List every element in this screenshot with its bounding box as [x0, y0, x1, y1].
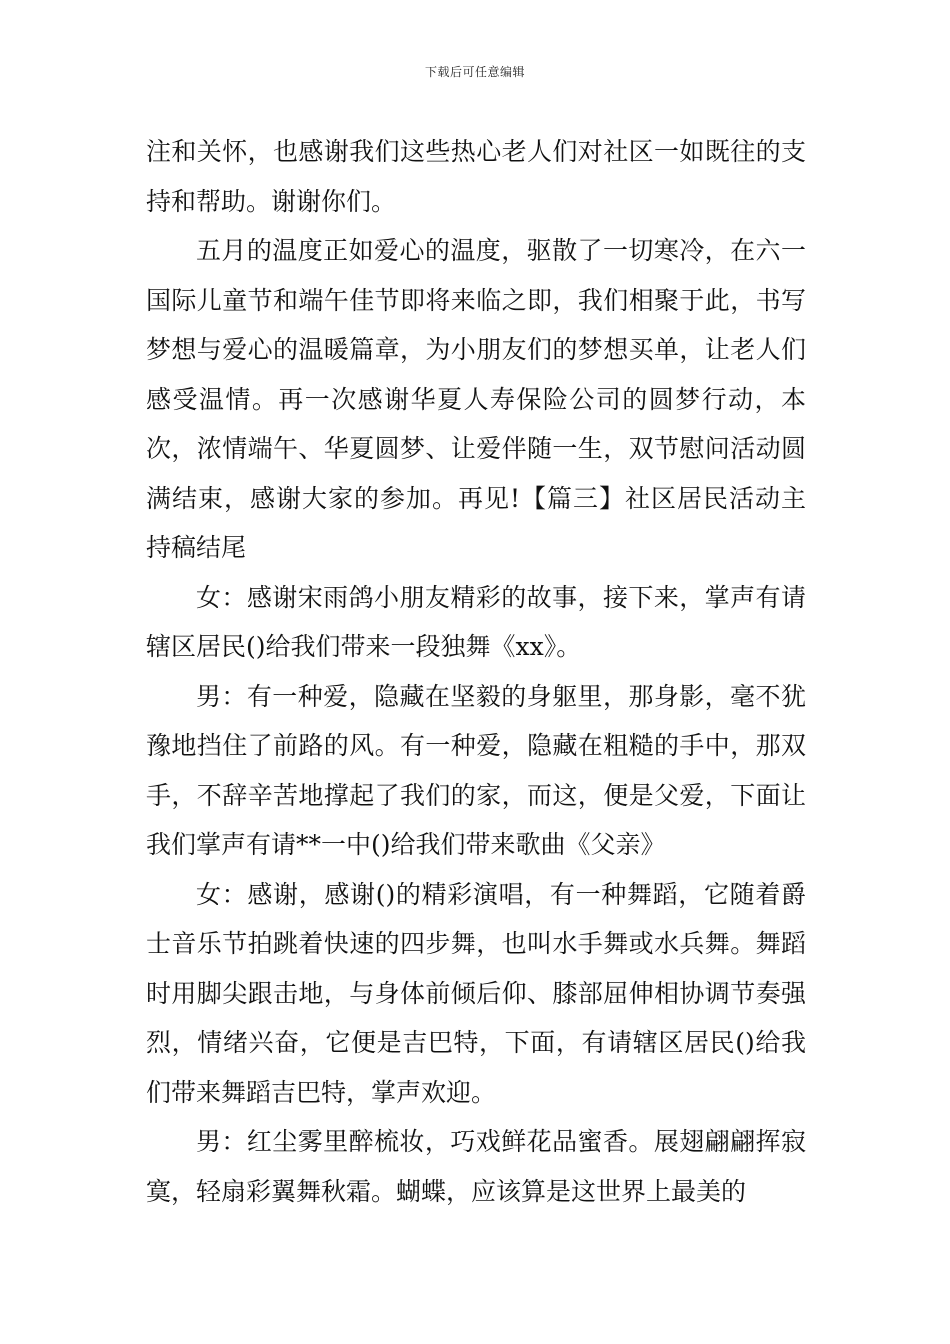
- paragraph-may-warmth: 五月的温度正如爱心的温度，驱散了一切寒冷，在六一国际儿童节和端午佳节即将来临之即，我们相聚于此，书写梦想与爱心的温暖篇章，为小朋友们的梦想买单，让老人们感受温情。再一次感谢华夏人寿保险公司的圆梦行动，本次，浓情端午、华夏圆梦、让爱伴随一生，双节慰问活动圆满结束，感谢大家的参加。再见!【篇三】社区居民活动主持稿结尾: [146, 236, 806, 562]
- paragraph-female-host-dance: 女：感谢宋雨鸽小朋友精彩的故事，接下来，掌声有请辖区居民()给我们带来一段独舞《xx》。: [146, 582, 806, 661]
- document-body: [146, 127, 806, 1216]
- page-header: 下载后可任意编辑: [424, 65, 525, 79]
- paragraph-male-host-butterfly: 男：红尘雾里醉梳妆，巧戏鲜花品蜜香。展翅翩翩挥寂寞，轻扇彩翼舞秋霜。蝴蝶，应该算是这世界上最美的: [146, 1127, 806, 1206]
- paragraph-male-host-father: 男：有一种爱，隐藏在坚毅的身躯里，那身影，毫不犹豫地挡住了前路的风。有一种爱，隐藏在粗糙的手中，那双手，不辞辛苦地撑起了我们的家，而这，便是父爱，下面让我们掌声有请**一中()给我们带来歌曲《父亲》: [146, 681, 806, 859]
- paragraph-female-host-jive: 女：感谢，感谢()的精彩演唱，有一种舞蹈，它随着爵士音乐节拍跳着快速的四步舞，也叫水手舞或水兵舞。舞蹈时用脚尖跟击地，与身体前倾后仰、膝部屈伸相协调节奏强烈，情绪兴奋，它便是吉巴特，下面，有请辖区居民()给我们带来舞蹈吉巴特，掌声欢迎。: [146, 879, 806, 1107]
- paragraph-continuation: 注和关怀，也感谢我们这些热心老人们对社区一如既往的支持和帮助。谢谢你们。: [146, 137, 806, 216]
